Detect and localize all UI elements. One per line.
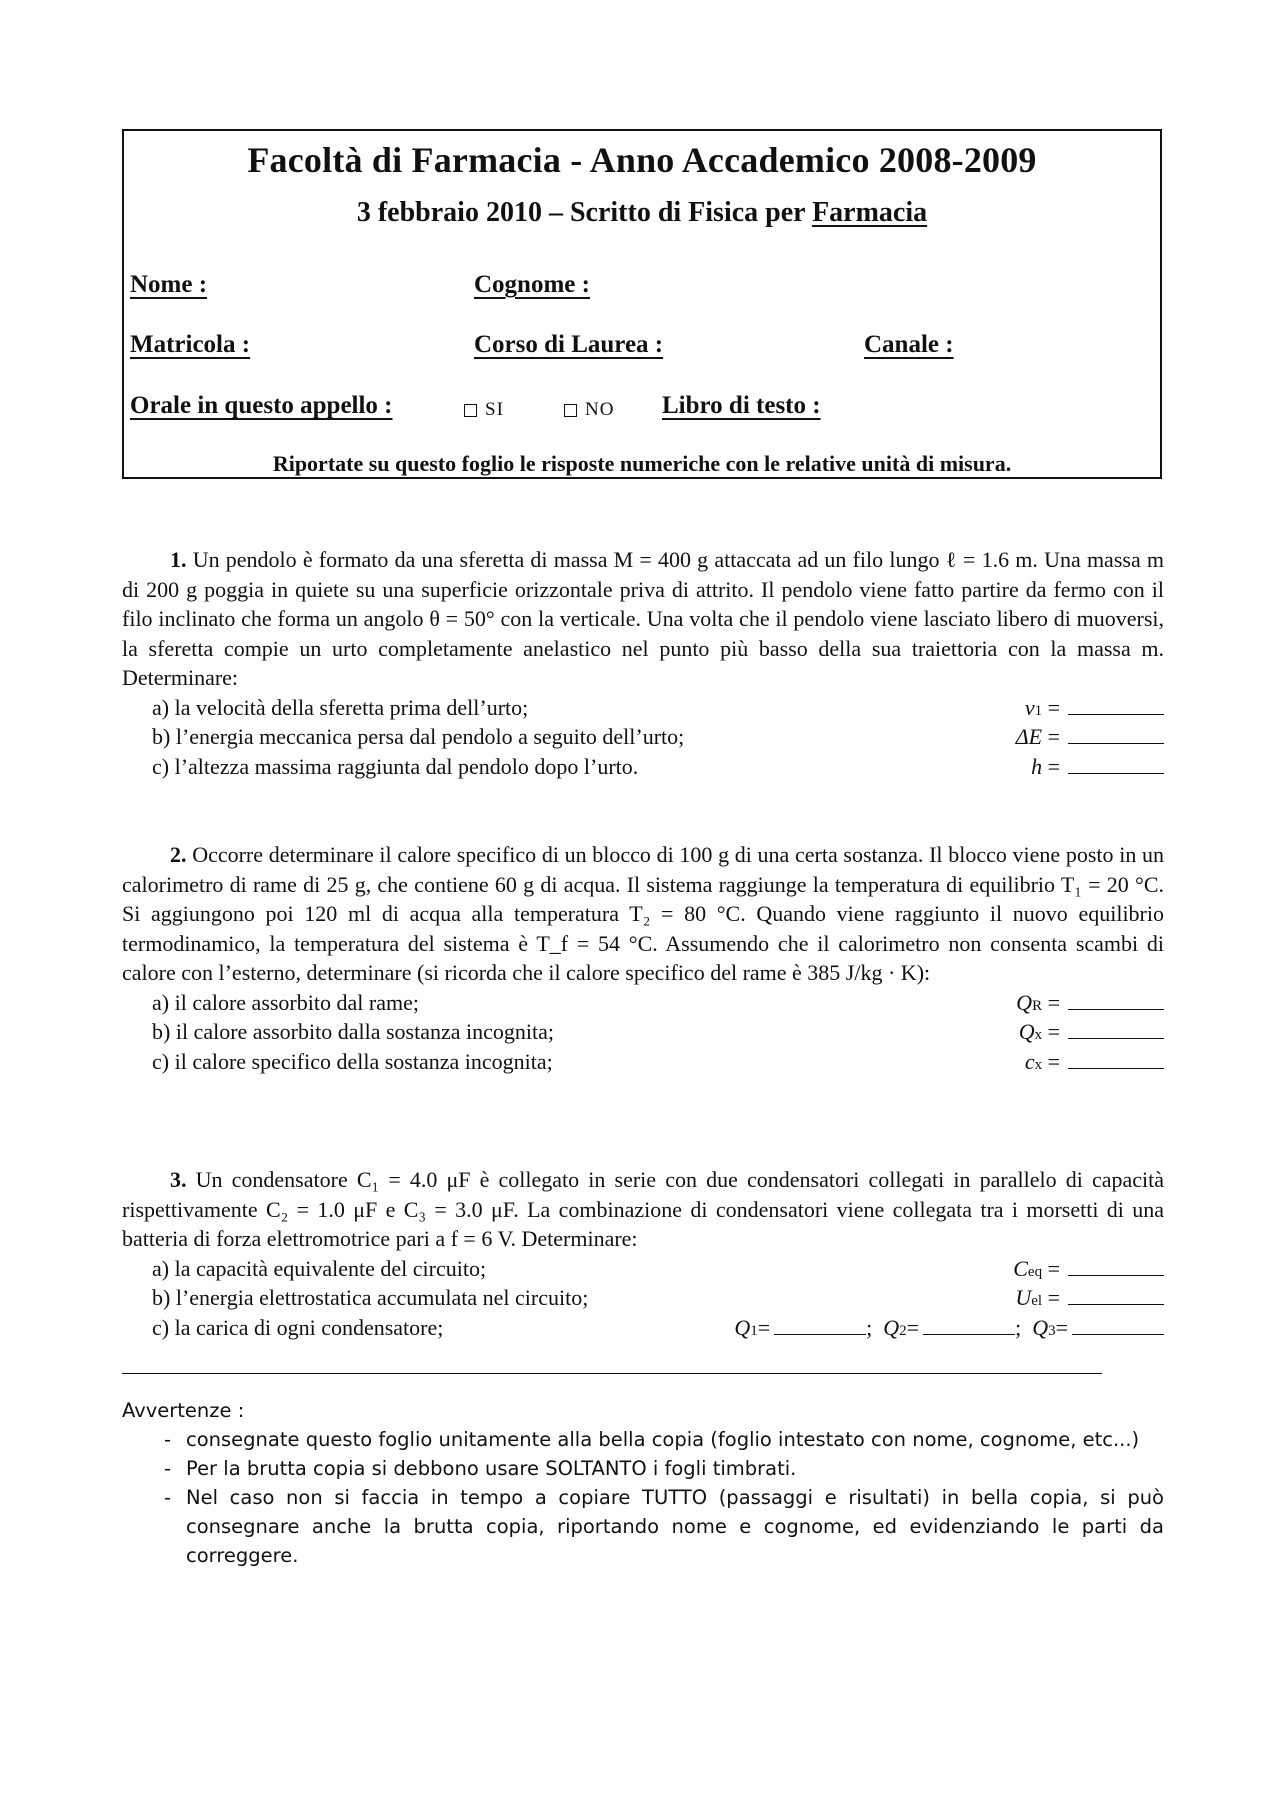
charge-symbol: Q [734, 1314, 751, 1340]
warning-text: Per la brutta copia si debbono usare SOLTANTO i fogli timbrati. [186, 1457, 797, 1480]
problem-number: 3. [170, 1167, 187, 1192]
answer-blank[interactable] [774, 1314, 866, 1335]
question-label: c) la carica di ogni condensatore; [152, 1314, 444, 1340]
answer-blank[interactable] [1068, 753, 1164, 774]
answer-blank[interactable] [1068, 1284, 1164, 1305]
question-row [122, 1017, 1164, 1047]
field-canale[interactable]: Canale : [864, 331, 954, 358]
question-label: a) la velocità della sferetta prima dell’urto; [152, 694, 529, 720]
answer-subscript: el [1031, 1293, 1043, 1309]
list-item [122, 1454, 1164, 1483]
question-label: a) la capacità equivalente del circuito; [152, 1255, 487, 1281]
warnings-list [122, 1425, 1164, 1570]
field-orale: Orale in questo appello : [130, 392, 393, 419]
field-corso-di-laurea[interactable]: Corso di Laurea : [474, 331, 664, 358]
problem-2-text [122, 840, 1164, 988]
answer-slot: ΔE = [1016, 722, 1164, 752]
answer-slot: U el = [1015, 1283, 1164, 1317]
checkbox-square-icon[interactable] [564, 404, 577, 417]
answer-slot: v 1 = [1025, 693, 1164, 727]
subtitle-text: 3 febbraio 2010 – Scritto di Fisica per [356, 197, 813, 228]
field-nome[interactable]: Nome : [130, 271, 208, 298]
exam-title: Facoltà di Farmacia - Anno Accademico 2008-2009 [247, 140, 1037, 180]
answer-slot: Q x = [1019, 1017, 1164, 1051]
question-label: c) l’altezza massima raggiunta dal pendolo dopo l’urto. [152, 753, 639, 779]
answer-symbol: C [1013, 1255, 1028, 1281]
answer-blank[interactable] [1068, 1048, 1164, 1069]
dash-bullet: - [164, 1428, 172, 1451]
charge-symbol: Q [1032, 1314, 1049, 1340]
question-row [122, 752, 1164, 782]
exam-subtitle [124, 197, 1160, 229]
warning-text: Nel caso non si faccia in tempo a copiare TUTTO (passaggi e risultati) in bella copia, si può consegnare anche la brutta copia, riportando nome e cognome, ed evidenziando le parti da correggere. [186, 1486, 1164, 1567]
dash-bullet: - [164, 1457, 172, 1480]
question-row [122, 1047, 1164, 1077]
question-row [122, 1313, 1164, 1343]
question-row [122, 1254, 1164, 1284]
answer-blank[interactable] [1068, 1255, 1164, 1276]
checkbox-no-label: NO [585, 399, 615, 420]
answer-blank[interactable] [1068, 1018, 1164, 1039]
question-row [122, 988, 1164, 1018]
problem-number: 1. [170, 547, 187, 572]
question-label: b) l’energia meccanica persa dal pendolo a seguito dell’urto; [152, 724, 685, 749]
header-box [122, 129, 1162, 479]
question-row [122, 693, 1164, 723]
answer-blank[interactable] [1068, 694, 1164, 715]
answer-slot: c x = [1025, 1047, 1164, 1081]
answer-slot: Q R = [1016, 988, 1164, 1022]
divider [122, 1373, 1102, 1374]
answer-slot: C eq = [1013, 1254, 1164, 1288]
problem-1 [122, 545, 1164, 781]
answer-blank[interactable] [923, 1314, 1015, 1335]
dash-bullet: - [164, 1486, 172, 1509]
answer-subscript: x [1034, 1056, 1043, 1073]
field-libro-di-testo[interactable]: Libro di testo : [662, 392, 821, 419]
answer-symbol: Q [1016, 989, 1033, 1015]
charge-symbol: Q [883, 1314, 900, 1340]
charge-answers: Q 1 = ; Q 2 = ; Q 3 = [734, 1313, 1164, 1347]
question-label: a) il calore assorbito dal rame; [152, 989, 419, 1015]
list-item [122, 1483, 1164, 1570]
answer-symbol: ΔE [1015, 724, 1043, 749]
problem-3-text [122, 1165, 1164, 1254]
answer-symbol: c [1024, 1048, 1035, 1074]
field-matricola[interactable]: Matricola : [130, 331, 251, 358]
problem-body: Occorre determinare il calore specifico di un blocco di 100 g di una certa sostanza. Il blocco viene posto in un calorimetro di rame di 25 g, che contiene 60 g di acqua. Il sistema raggiunge la temperatura di equilibrio T₁ = 20 °C. Si aggiungono poi 120 ml di acqua alla temperatura T₂ = 80 °C. Quando viene raggiunto il nuovo equilibrio termodinamico, la temperatura del sistema è T_f = 54 °C. Assumendo che il calorimetro non consenta scambi di calore con l’esterno, determinare (si ricorda che il calore specifico del rame è 385 J/kg · K): [122, 842, 1165, 985]
answer-subscript: eq [1027, 1263, 1043, 1280]
question-label: b) l’energia elettrostatica accumulata nel circuito; [152, 1285, 589, 1310]
question-row [122, 1283, 1164, 1313]
answer-slot: h = [1031, 752, 1164, 782]
problem-body: Un condensatore C₁ = 4.0 μF è collegato in serie con due condensatori collegati in parallelo di capacità rispettivamente C₂ = 1.0 μF e C₃ = 3.0 μF. La combinazione di condensatori viene collegata tra i morsetti di una batteria di forza elettromotrice pari a f = 6 V. Determinare: [122, 1167, 1164, 1251]
warnings [122, 1396, 1164, 1570]
answer-subscript: x [1034, 1027, 1043, 1043]
checkbox-si-label: SI [485, 399, 504, 420]
problem-2 [122, 840, 1164, 1076]
answer-symbol: v [1024, 694, 1035, 720]
answer-blank[interactable] [1068, 723, 1164, 744]
list-item [122, 1425, 1164, 1454]
warnings-title: Avvertenze : [122, 1399, 245, 1422]
answer-symbol: U [1015, 1285, 1032, 1310]
subtitle-faculty: Farmacia [812, 197, 928, 228]
checkbox-no[interactable] [564, 399, 614, 421]
answer-subscript: R [1032, 997, 1043, 1014]
answer-symbol: Q [1018, 1019, 1035, 1044]
header-note: Riportate su questo foglio le risposte numeriche con le relative unità di misura. [272, 451, 1012, 476]
question-label: b) il calore assorbito dalla sostanza incognita; [152, 1019, 554, 1044]
checkbox-si[interactable] [464, 399, 504, 421]
warning-text: consegnate questo foglio unitamente alla bella copia (foglio intestato con nome, cognome, etc...) [186, 1428, 1140, 1451]
problem-number: 2. [170, 842, 187, 867]
answer-blank[interactable] [1072, 1314, 1164, 1335]
problem-body: Un pendolo è formato da una sferetta di massa M = 400 g attaccata ad un filo lungo ℓ = 1.6 m. Una massa m di 200 g poggia in quiete su una superficie orizzontale priva di attrito. Il pendolo viene fatto partire da fermo con il filo inclinato che forma un angolo θ = 50° con la verticale. Una volta che il pendolo viene lasciato libero di muoversi, la sferetta compie un urto completamente anelastico nel punto più basso della sua traiettoria con la massa m. Determinare: [122, 547, 1165, 690]
question-row [122, 722, 1164, 752]
answer-subscript: 1 [1034, 702, 1043, 719]
field-cognome[interactable]: Cognome : [474, 271, 590, 298]
charge-subscript: 2 [899, 1322, 907, 1339]
charge-subscript: 3 [1048, 1322, 1056, 1339]
question-label: c) il calore specifico della sostanza incognita; [152, 1048, 553, 1074]
checkbox-square-icon[interactable] [464, 404, 477, 417]
charge-subscript: 1 [750, 1322, 758, 1339]
answer-blank[interactable] [1068, 989, 1164, 1010]
problem-1-text [122, 545, 1164, 693]
problem-3 [122, 1165, 1164, 1342]
answer-symbol: h [1031, 753, 1043, 779]
